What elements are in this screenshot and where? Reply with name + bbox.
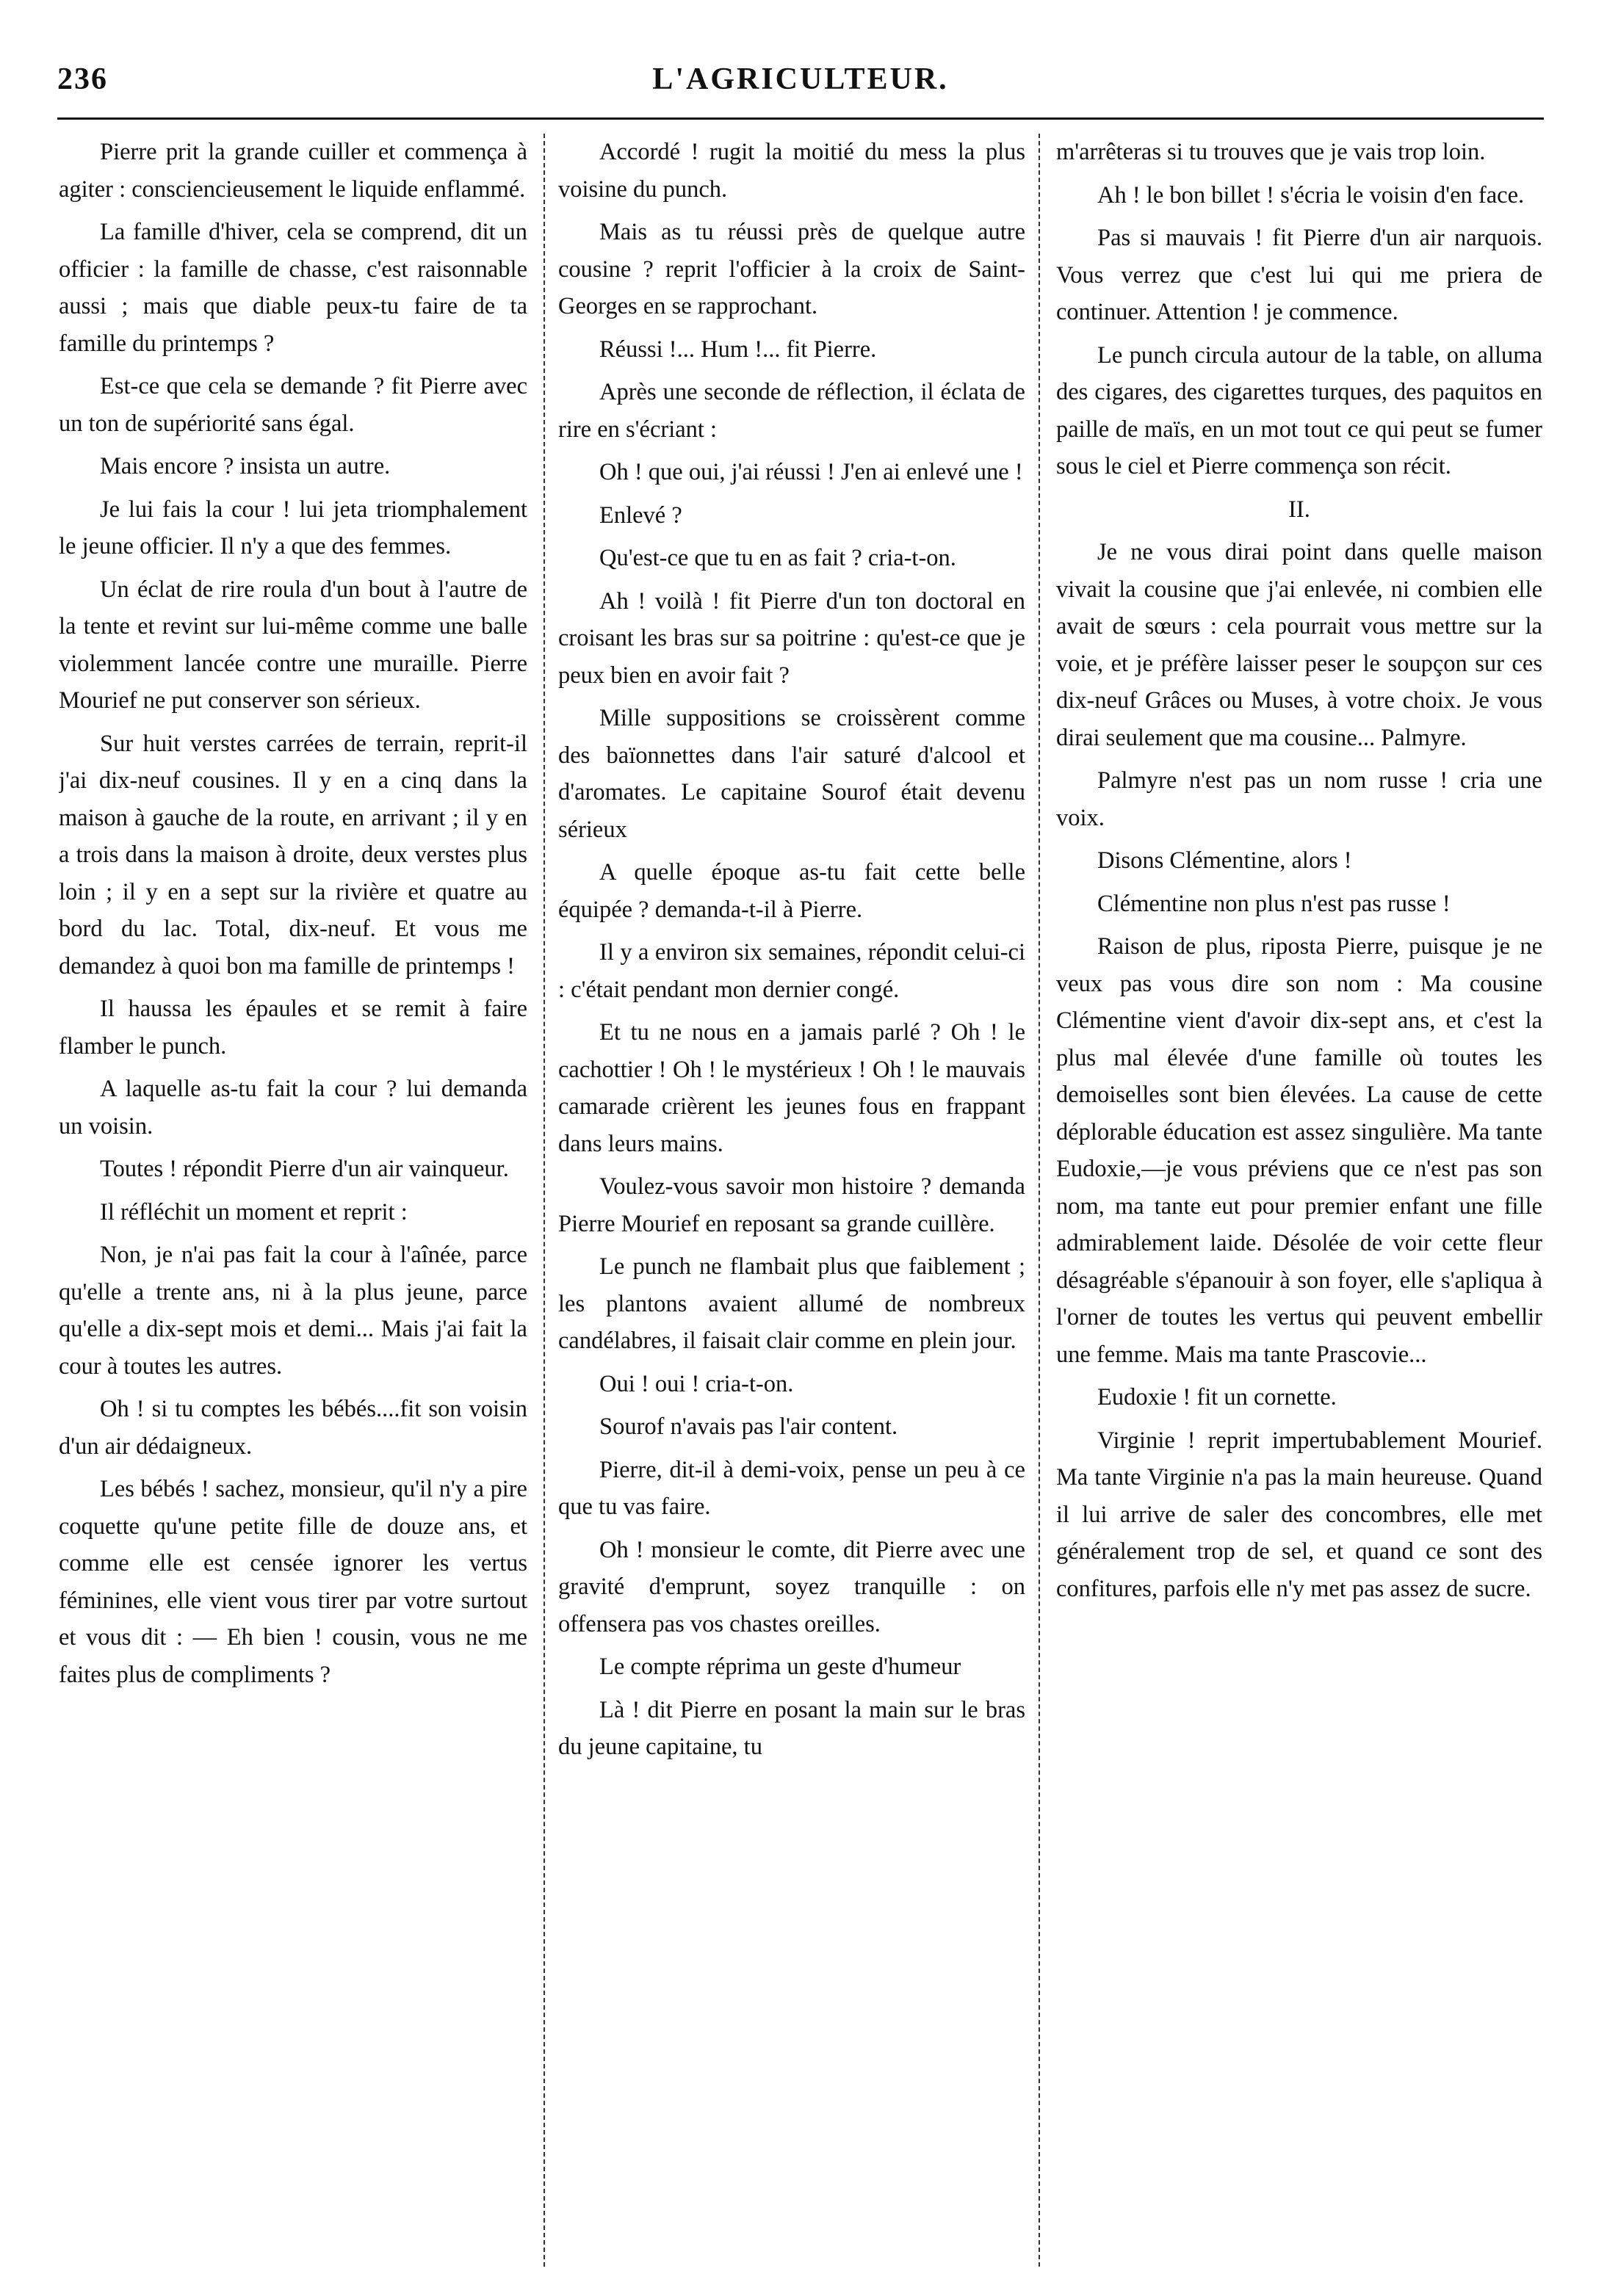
page-number: 236 <box>57 62 108 96</box>
paragraph: La famille d'hiver, cela se comprend, dit un officier : la famille de chasse, c'est raisonnable aussi ; mais que diable peux-tu faire de ta famille du printemps ? <box>59 219 527 357</box>
paragraph: Les bébés ! sachez, monsieur, qu'il n'y a pire coquette qu'une petite fille de douze ans, et comme elle est censée ignorer les vertus féminines, elle vient vous tirer par votre surtout et vous dit : — Eh bien ! cousin, vous ne me faites plus de compliments ? <box>59 1476 527 1688</box>
paragraph: Raison de plus, riposta Pierre, puisque je ne veux pas vous dire son nom : Ma cousine Clémentine vient d'avoir dix-sept ans, et c'est la plus mal élevée d'une famille où toutes les demoiselles sont bien élevées. La cause de cette déplorable éducation est assez singulière. Ma tante Eudoxie,—je vous préviens que ce n'est pas son nom, ma tante eut pour premier enfant une fille admirablement laide. Désolée de voir cette fleur désagréable s'épanouir à son foyer, elle s'apliqua à l'orner de toutes les vertus qui peuvent embellir une femme. Mais ma tante Prascovie... <box>1056 933 1542 1368</box>
paragraph: Enlevé ? <box>599 501 682 529</box>
header-rule <box>57 117 1544 120</box>
paragraph: Oh ! que oui, j'ai réussi ! J'en ai enlevé une ! <box>599 459 1023 485</box>
paragraph: A laquelle as-tu fait la cour ? lui demanda un voisin. <box>59 1076 527 1140</box>
paragraph: Clémentine non plus n'est pas russe ! <box>1097 890 1451 917</box>
paragraph: A quelle époque as-tu fait cette belle équipée ? demanda-t-il à Pierre. <box>558 859 1025 923</box>
page-header <box>57 62 1544 113</box>
paragraph: Disons Clémentine, alors ! <box>1097 847 1352 874</box>
column-middle <box>544 134 1040 2267</box>
paragraph: Il y a environ six semaines, répondit celui-ci : c'était pendant mon dernier congé. <box>558 939 1025 1003</box>
paragraph: Voulez-vous savoir mon histoire ? demanda Pierre Mourief en reposant sa grande cuillère. <box>558 1173 1025 1237</box>
text-columns <box>59 134 1542 2267</box>
paragraph: Oh ! monsieur le comte, dit Pierre avec une gravité d'emprunt, soyez tranquille : on offensera pas vos chastes oreilles. <box>558 1536 1025 1637</box>
paragraph: Un éclat de rire roula d'un bout à l'autre de la tente et revint sur lui-même comme une balle violemment lancée contre une muraille. Pierre Mourief ne put conserver son sérieux. <box>59 576 527 714</box>
paragraph: Réussi !... Hum !... fit Pierre. <box>599 336 877 363</box>
paragraph: Sur huit verstes carrées de terrain, reprit-il j'ai dix-neuf cousines. Il y en a cinq dans la maison à gauche de la route, en arrivant ; il y en a trois dans la maison à droite, deux verstes plus loin ; il y en a sept sur la rivière et quatre au bord du lac. Total, dix-neuf. Et vous me demandez à quoi bon ma famille de printemps ! <box>59 730 527 979</box>
paragraph: Et tu ne nous en a jamais parlé ? Oh ! le cachottier ! Oh ! le mystérieux ! Oh ! le mauvais camarade crièrent les jeunes fous en frappant dans leurs mains. <box>558 1019 1025 1157</box>
paragraph: Ah ! voilà ! fit Pierre d'un ton doctoral en croisant les bras sur sa poitrine : qu'est-ce que je peux bien en avoir fait ? <box>558 587 1025 689</box>
paragraph: Sourof n'avais pas l'air content. <box>599 1413 898 1440</box>
paragraph: Oh ! si tu comptes les bébés....fit son voisin d'un air dédaigneux. <box>59 1396 527 1460</box>
paragraph: Toutes ! répondit Pierre d'un air vainqueur. <box>100 1156 509 1182</box>
paragraph: Le punch circula autour de la table, on alluma des cigares, des cigarettes turques, des paquitos en paille de maïs, en un mot tout ce qui peut se fumer sous le ciel et Pierre commença son récit. <box>1056 341 1542 479</box>
paragraph: Oui ! oui ! cria-t-on. <box>599 1370 794 1397</box>
paragraph: Virginie ! reprit impertubablement Mourief. Ma tante Virginie n'a pas la main heureuse. Quand il lui arrive de saler des concombres, elle met généralement trop de sel, et quand ce sont des confitures, parfois elle n'y met pas assez de sucre. <box>1056 1427 1542 1602</box>
paragraph: Il haussa les épaules et se remit à faire flamber le punch. <box>59 996 527 1060</box>
paragraph: Palmyre n'est pas un nom russe ! cria une voix. <box>1056 767 1542 831</box>
paragraph: m'arrêteras si tu trouves que je vais trop loin. <box>1056 139 1486 165</box>
paragraph: Le compte réprima un geste d'humeur <box>599 1654 961 1680</box>
paragraph: Mais as tu réussi près de quelque autre cousine ? reprit l'officier à la croix de Saint-Georges en se rapprochant. <box>558 219 1025 319</box>
paragraph: Eudoxie ! fit un cornette. <box>1097 1384 1337 1410</box>
paragraph: Il réfléchit un moment et reprit : <box>100 1198 408 1225</box>
paragraph: Qu'est-ce que tu en as fait ? cria-t-on. <box>599 545 956 571</box>
paragraph: Je ne vous dirai point dans quelle maison vivait la cousine que j'ai enlevée, ni combien elle avait de sœurs : cela pourrait vous mettre sur la voie, et je préfère laisser peser le soupçon sur ces dix-neuf Grâces ou Muses, à votre choix. Je vous dirai seulement que ma cousine... Palmyre. <box>1056 539 1542 751</box>
paragraph: Pierre, dit-il à demi-voix, pense un peu à ce que tu vas faire. <box>558 1456 1025 1520</box>
paragraph: Pas si mauvais ! fit Pierre d'un air narquois. Vous verrez que c'est lui qui me priera de continuer. Attention ! je commence. <box>1056 225 1542 325</box>
running-title: L'AGRICULTEUR. <box>652 62 949 96</box>
paragraph: Je lui fais la cour ! lui jeta triomphalement le jeune officier. Il n'y a que des femmes. <box>59 496 527 559</box>
paragraph: Là ! dit Pierre en posant la main sur le bras du jeune capitaine, tu <box>558 1696 1025 1760</box>
column-left <box>59 134 544 2267</box>
paragraph: Le punch ne flambait plus que faiblement ; les plantons avaient allumé de nombreux candélabres, il faisait clair comme en plein jour. <box>558 1253 1025 1354</box>
paragraph: Non, je n'ai pas fait la cour à l'aînée, parce qu'elle a trente ans, ni à la plus jeune, parce qu'elle a dix-sept mois et demi... Mais j'ai fait la cour à toutes les autres. <box>59 1242 527 1380</box>
paragraph: Accordé ! rugit la moitié du mess la plus voisine du punch. <box>558 139 1025 203</box>
paragraph: Pierre prit la grande cuiller et commença à agiter : consciencieusement le liquide enflammé. <box>59 139 527 203</box>
paragraph: Mille suppositions se croissèrent comme des baïonnettes dans l'air saturé d'alcool et d'aromates. Le capitaine Sourof était devenu sérieux <box>558 705 1025 843</box>
paragraph: Après une seconde de réflection, il éclata de rire en s'écriant : <box>558 379 1025 443</box>
section-heading: II. <box>1288 496 1310 523</box>
paragraph: Ah ! le bon billet ! s'écria le voisin d'en face. <box>1097 181 1525 209</box>
paragraph: Est-ce que cela se demande ? fit Pierre avec un ton de supériorité sans égal. <box>59 373 527 437</box>
column-right <box>1040 134 1542 2267</box>
paragraph: Mais encore ? insista un autre. <box>100 453 391 479</box>
